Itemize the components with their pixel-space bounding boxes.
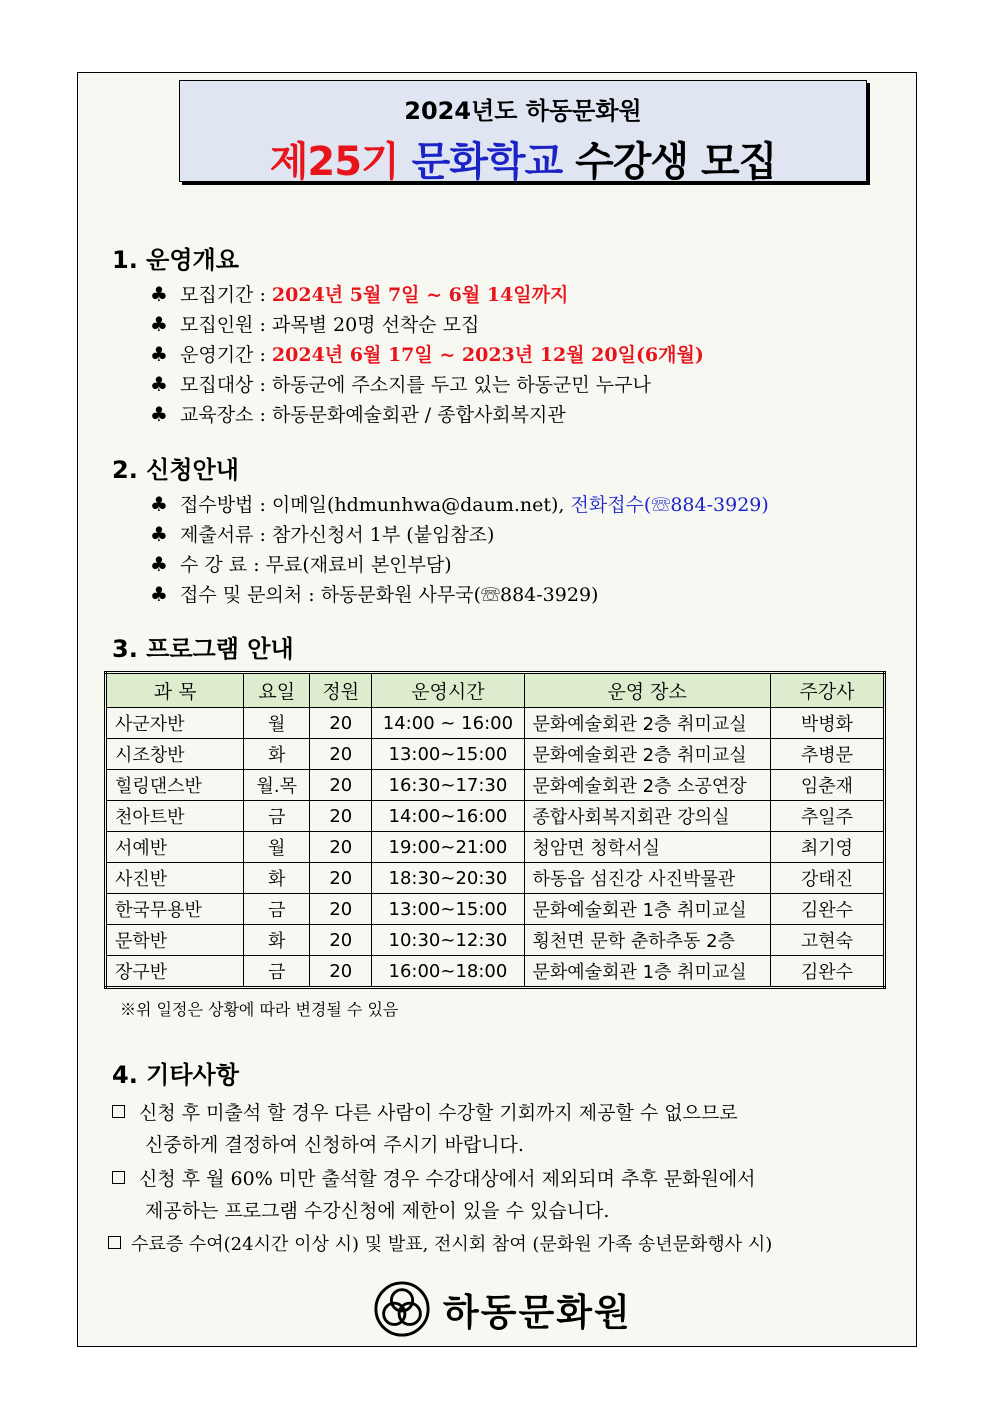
cell-subject: 사군자반 [106,708,244,739]
cell-place: 문화예술회관 2층 소공연장 [524,770,770,801]
cell-time: 14:00 ~ 16:00 [372,708,524,739]
cell-time: 14:00~16:00 [372,801,524,832]
cell-capacity: 20 [310,894,372,925]
overview-capacity: ♣ 모집인원 : 과목별 20명 선착순 모집 [150,312,480,336]
cell-capacity: 20 [310,832,372,863]
table-row [106,801,885,832]
cell-instructor: 추병문 [770,739,884,770]
other-item-1: 신청 후 미출석 할 경우 다른 사람이 수강할 기회까지 제공할 수 없으므로 [112,1098,738,1125]
overview-venue: ♣ 교육장소 : 하동문화예술회관 / 종합사회복지관 [150,402,566,426]
cell-instructor: 강태진 [770,863,884,894]
cell-place: 문화예술회관 2층 취미교실 [524,708,770,739]
phone-contact: 전화접수(☏884-3929) [570,494,769,516]
cell-subject: 천아트반 [106,801,244,832]
cell-instructor: 김완수 [770,956,884,988]
cell-day: 화 [244,863,310,894]
cell-instructor: 김완수 [770,894,884,925]
table-row [106,956,885,988]
title-term: 제25기 [269,139,399,185]
title-main [180,130,866,187]
cell-place: 청암면 청학서실 [524,832,770,863]
footer-org-name: 하동문화원 [443,1291,632,1334]
other-item-2: 신청 후 월 60% 미만 출석할 경우 수강대상에서 제외되며 추후 문화원에서 [112,1164,756,1191]
club-suit-icon: ♣ [150,492,168,516]
cell-subject: 장구반 [106,956,244,988]
title-school: 문화학교 [411,139,563,185]
header-instructor: 주강사 [770,673,884,708]
cell-instructor: 박병화 [770,708,884,739]
table-row [106,863,885,894]
table-row [106,770,885,801]
cell-time: 13:00~15:00 [372,894,524,925]
table-header-row [106,673,885,708]
cell-subject: 한국무용반 [106,894,244,925]
cell-day: 금 [244,801,310,832]
section-application-heading: 2. 신청안내 [112,456,239,484]
cell-time: 18:30~20:30 [372,863,524,894]
cell-capacity: 20 [310,739,372,770]
cell-capacity: 20 [310,863,372,894]
title-banner [179,80,867,185]
program-table [104,671,886,989]
header-day: 요일 [244,673,310,708]
cell-place: 문화예술회관 2층 취미교실 [524,739,770,770]
other-item-2-cont: 제공하는 프로그램 수강신청에 제한이 있을 수 있습니다. [145,1200,610,1222]
cell-capacity: 20 [310,708,372,739]
cell-subject: 시조창반 [106,739,244,770]
table-row [106,832,885,863]
header-subject: 과 목 [106,673,244,708]
club-suit-icon: ♣ [150,282,168,306]
table-row [106,739,885,770]
cell-day: 화 [244,925,310,956]
club-suit-icon: ♣ [150,552,168,576]
schedule-note: ※위 일정은 상황에 따라 변경될 수 있음 [120,1000,399,1019]
club-suit-icon: ♣ [150,372,168,396]
section-program-heading: 3. 프로그램 안내 [112,635,294,663]
checkbox-square-icon [112,1171,125,1184]
cell-place: 하동읍 섬진강 사진박물관 [524,863,770,894]
cell-day: 금 [244,956,310,988]
club-suit-icon: ♣ [150,402,168,426]
footer-logo [373,1280,632,1338]
table-row [106,925,885,956]
section-other-heading: 4. 기타사항 [112,1061,239,1089]
section-overview-heading: 1. 운영개요 [112,246,239,274]
cell-instructor: 최기영 [770,832,884,863]
cell-time: 16:30~17:30 [372,770,524,801]
cell-day: 월.목 [244,770,310,801]
cell-place: 문화예술회관 1층 취미교실 [524,894,770,925]
title-recruit: 수강생 모집 [575,139,777,185]
checkbox-square-icon [112,1105,125,1118]
club-suit-icon: ♣ [150,312,168,336]
cell-subject: 힐링댄스반 [106,770,244,801]
cell-place: 횡천면 문학 춘하추동 2층 [524,925,770,956]
overview-operation: ♣ 운영기간 : 2024년 6월 17일 ~ 2023년 12월 20일(6개월) [150,342,704,366]
other-item-3: 수료증 수여(24시간 이상 시) 및 발표, 전시회 참여 (문화원 가족 송년문화행사 시) [108,1230,772,1256]
cell-place: 종합사회복지회관 강의실 [524,801,770,832]
cell-time: 19:00~21:00 [372,832,524,863]
cell-capacity: 20 [310,925,372,956]
header-place: 운영 장소 [524,673,770,708]
other-item-1-cont: 신중하게 결정하여 신청하여 주시기 바랍니다. [145,1134,524,1156]
application-fee: ♣ 수 강 료 : 무료(재료비 본인부담) [150,552,452,576]
cell-instructor: 임춘재 [770,770,884,801]
header-capacity: 정원 [310,673,372,708]
cell-day: 월 [244,708,310,739]
cell-instructor: 추일주 [770,801,884,832]
header-time: 운영시간 [372,673,524,708]
application-contact: ♣ 접수 및 문의처 : 하동문화원 사무국(☏884-3929) [150,582,599,606]
cell-subject: 사진반 [106,863,244,894]
application-method: ♣ 접수방법 : 이메일(hdmunhwa@daum.net), 전화접수(☏884-3929) [150,492,769,516]
cell-time: 16:00~18:00 [372,956,524,988]
cell-day: 월 [244,832,310,863]
table-row [106,894,885,925]
cell-capacity: 20 [310,770,372,801]
hadong-culture-center-logo-icon [373,1280,431,1338]
cell-subject: 문학반 [106,925,244,956]
cell-day: 화 [244,739,310,770]
club-suit-icon: ♣ [150,582,168,606]
club-suit-icon: ♣ [150,522,168,546]
cell-place: 문화예술회관 1층 취미교실 [524,956,770,988]
club-suit-icon: ♣ [150,342,168,366]
cell-day: 금 [244,894,310,925]
application-documents: ♣ 제출서류 : 참가신청서 1부 (붙임참조) [150,522,495,546]
overview-period: ♣ 모집기간 : 2024년 5월 7일 ~ 6월 14일까지 [150,282,569,306]
cell-capacity: 20 [310,956,372,988]
overview-target: ♣ 모집대상 : 하동군에 주소지를 두고 있는 하동군민 누구나 [150,372,651,396]
table-row [106,708,885,739]
cell-capacity: 20 [310,801,372,832]
title-subtitle: 2024년도 하동문화원 [404,97,642,125]
checkbox-square-icon [108,1236,121,1249]
cell-instructor: 고현숙 [770,925,884,956]
cell-subject: 서예반 [106,832,244,863]
cell-time: 13:00~15:00 [372,739,524,770]
cell-time: 10:30~12:30 [372,925,524,956]
